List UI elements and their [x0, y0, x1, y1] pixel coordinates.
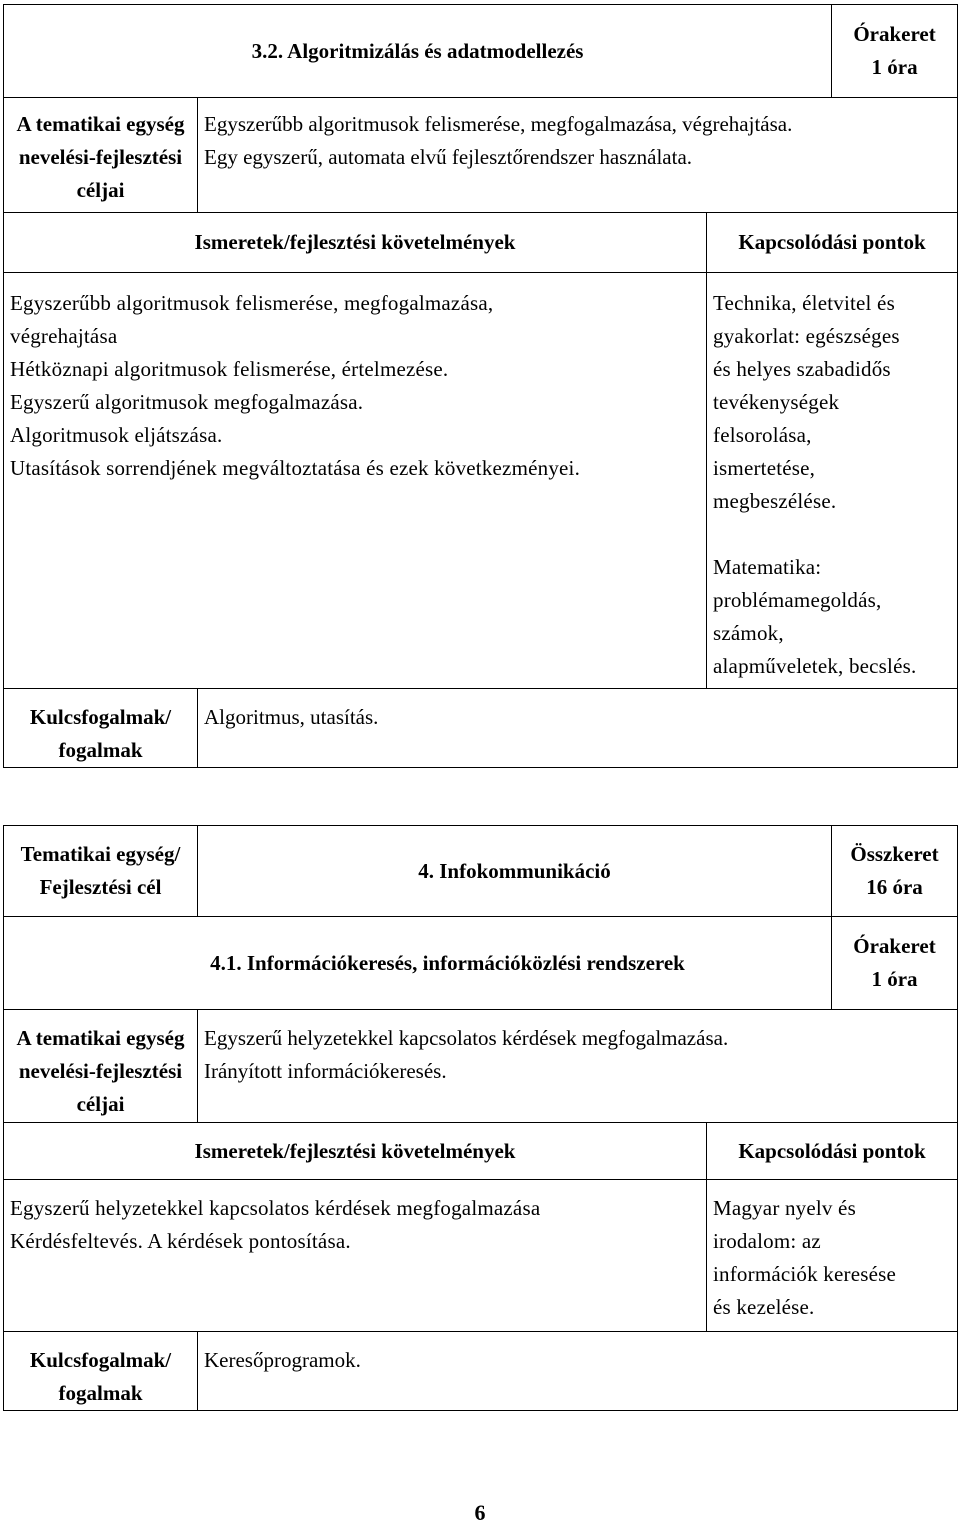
- goals-label: [4, 1010, 198, 1123]
- connection-item: Matematika:: [713, 555, 822, 579]
- key-concepts-text: Algoritmus, utasítás.: [198, 689, 958, 768]
- requirement-item: Egyszerűbb algoritmusok felismerése, megfogalmazása,: [10, 291, 494, 315]
- connection-item: problémamegoldás,: [713, 588, 882, 612]
- requirement-item: végrehajtása: [10, 324, 118, 348]
- hours-cell: [832, 5, 958, 98]
- connection-item: tevékenységek: [713, 390, 840, 414]
- connection-item: Magyar nyelv és: [713, 1196, 856, 1220]
- unit-label: [4, 826, 198, 917]
- goals-text-line: Egyszerű helyzetekkel kapcsolatos kérdések megfogalmazása.: [204, 1026, 729, 1050]
- goals-text-line: Egy egyszerű, automata elvű fejlesztőrendszer használata.: [204, 145, 693, 169]
- requirement-item: Egyszerű helyzetekkel kapcsolatos kérdések megfogalmazása: [10, 1196, 541, 1220]
- key-label-line: fogalmak: [58, 738, 143, 762]
- connection-item: gyakorlat: egészséges: [713, 324, 900, 348]
- section-4-table: [3, 825, 958, 1411]
- total-value: 16 óra: [866, 875, 923, 899]
- hours-label: Órakeret: [853, 934, 936, 958]
- goals-text: [198, 1010, 958, 1123]
- connection-item: felsorolása,: [713, 423, 812, 447]
- connections-list: [707, 1180, 958, 1332]
- key-label-line: fogalmak: [58, 1381, 143, 1405]
- hours-value: 1 óra: [871, 55, 918, 79]
- connections-header: Kapcsolódási pontok: [707, 1123, 958, 1180]
- total-hours-cell: [832, 826, 958, 917]
- goals-label-line: A tematikai egység: [16, 112, 185, 136]
- requirement-item: Kérdésfeltevés. A kérdések pontosítása.: [10, 1229, 351, 1253]
- connection-item: információk keresése: [713, 1262, 897, 1286]
- connection-item: számok,: [713, 621, 784, 645]
- requirement-item: Utasítások sorrendjének megváltoztatása és ezek következményei.: [10, 456, 581, 480]
- unit-label-line: Fejlesztési cél: [39, 875, 162, 899]
- connection-item: alapműveletek, becslés.: [713, 654, 917, 678]
- connection-item: megbeszélése.: [713, 489, 837, 513]
- key-concepts-label: [4, 1332, 198, 1411]
- goals-label-line: nevelési-fejlesztési: [18, 1059, 183, 1083]
- goals-text: [198, 98, 958, 213]
- connection-item: és helyes szabadidős: [713, 357, 891, 381]
- spacer: [713, 518, 951, 551]
- goals-label-line: céljai: [76, 1092, 125, 1116]
- unit-label-line: Tematikai egység/: [20, 842, 181, 866]
- connection-item: ismertetése,: [713, 456, 816, 480]
- section-3-2-table: [3, 4, 958, 768]
- requirements-header: Ismeretek/fejlesztési követelmények: [4, 1123, 707, 1180]
- requirement-item: Algoritmusok eljátszása.: [10, 423, 223, 447]
- hours-label: Órakeret: [853, 22, 936, 46]
- connection-item: irodalom: az: [713, 1229, 821, 1253]
- goals-label-line: nevelési-fejlesztési: [18, 145, 183, 169]
- connections-header: Kapcsolódási pontok: [707, 213, 958, 273]
- total-label: Összkeret: [850, 842, 939, 866]
- section-title: 3.2. Algoritmizálás és adatmodellezés: [4, 5, 832, 98]
- hours-value: 1 óra: [871, 967, 918, 991]
- key-label-line: Kulcsfogalmak/: [29, 705, 172, 729]
- goals-text-line: Egyszerűbb algoritmusok felismerése, megfogalmazása, végrehajtása.: [204, 112, 793, 136]
- page-number: 6: [474, 1500, 486, 1525]
- key-concepts-label: [4, 689, 198, 768]
- connections-list: [707, 273, 958, 689]
- requirements-list: [4, 273, 707, 689]
- connection-item: és kezelése.: [713, 1295, 815, 1319]
- subsection-title: 4.1. Információkeresés, információközlési rendszerek: [4, 917, 832, 1010]
- unit-title: 4. Infokommunikáció: [198, 826, 832, 917]
- requirement-item: Egyszerű algoritmusok megfogalmazása.: [10, 390, 364, 414]
- goals-label-line: A tematikai egység: [16, 1026, 185, 1050]
- hours-cell: [832, 917, 958, 1010]
- key-label-line: Kulcsfogalmak/: [29, 1348, 172, 1372]
- connection-item: Technika, életvitel és: [713, 291, 895, 315]
- goals-label: [4, 98, 198, 213]
- goals-label-line: céljai: [76, 178, 125, 202]
- requirements-header: Ismeretek/fejlesztési követelmények: [4, 213, 707, 273]
- goals-text-line: Irányított információkeresés.: [204, 1059, 447, 1083]
- requirements-list: [4, 1180, 707, 1332]
- requirement-item: Hétköznapi algoritmusok felismerése, értelmezése.: [10, 357, 449, 381]
- key-concepts-text: Keresőprogramok.: [198, 1332, 958, 1411]
